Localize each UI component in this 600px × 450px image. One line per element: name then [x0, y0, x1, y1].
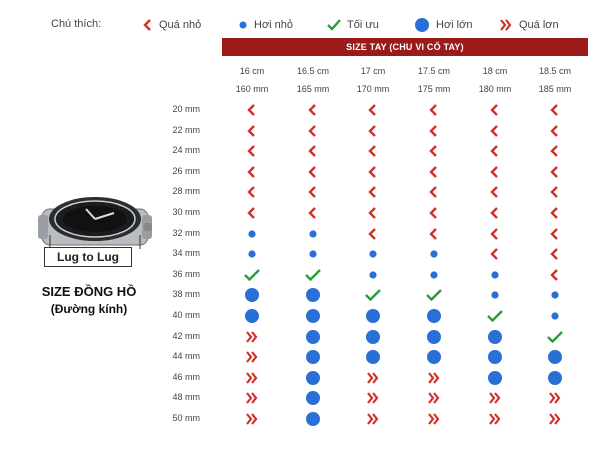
large-dot-icon [361, 308, 385, 324]
column-mm: 185 mm [538, 84, 572, 94]
double-chevron-right-icon [543, 411, 567, 427]
row-label: 26 mm [172, 165, 200, 176]
row-label: 30 mm [172, 207, 200, 217]
chevron-left-icon [361, 184, 385, 200]
legend-too-large [499, 14, 559, 36]
row-label: 34 mm [172, 248, 200, 259]
column-cm: 18.5 cm [538, 66, 571, 76]
chevron-left-icon [422, 102, 446, 118]
chevron-left-icon [543, 164, 567, 180]
chevron-left-icon [483, 246, 507, 262]
large-dot-icon [301, 370, 325, 386]
large-dot-icon [361, 329, 385, 345]
large-dot-icon [543, 349, 567, 365]
column-mm: 160 mm [235, 84, 269, 94]
checkmark-icon [361, 287, 385, 303]
chevron-left-icon [301, 205, 325, 221]
checkmark-icon [240, 267, 264, 283]
chevron-left-icon [422, 184, 446, 200]
large-dot-icon [483, 370, 507, 386]
small-dot-icon [543, 287, 567, 303]
row-label: 44 mm [172, 351, 200, 362]
small-dot-icon [361, 246, 385, 262]
double-chevron-right-icon [422, 411, 446, 427]
legend-too-large-label: Quá lơn [519, 19, 559, 31]
legend-optimal-label: Tối ưu [347, 19, 379, 31]
large-dot-icon [414, 17, 430, 33]
large-dot-icon [301, 329, 325, 345]
chevron-left-icon [361, 102, 385, 118]
double-chevron-right-icon [483, 411, 507, 427]
large-dot-icon [483, 349, 507, 365]
double-chevron-right-icon [422, 370, 446, 386]
chevron-left-icon [301, 102, 325, 118]
small-dot-icon [483, 287, 507, 303]
checkmark-icon [327, 19, 341, 31]
row-label: 38 mm [172, 289, 200, 300]
chevron-left-icon [301, 143, 325, 159]
large-dot-icon [301, 287, 325, 303]
legend-slightly-small-label: Hơi nhỏ [254, 19, 294, 31]
legend-slightly-large-label: Hơi lớn [436, 19, 473, 31]
double-chevron-right-icon [483, 390, 507, 406]
small-dot-icon [361, 267, 385, 283]
row-label: 48 mm [172, 392, 200, 403]
small-dot-icon [483, 267, 507, 283]
row-label: 28 mm [172, 186, 200, 197]
large-dot-icon [301, 390, 325, 406]
chevron-left-icon [483, 102, 507, 118]
small-dot-icon [240, 226, 264, 242]
legend-slightly-small [238, 14, 293, 36]
chevron-left-icon [422, 205, 446, 221]
watch-size-title: SIZE ĐỒNG HỒ [41, 284, 137, 299]
large-dot-icon [301, 349, 325, 365]
large-dot-icon [422, 349, 446, 365]
chevron-left-icon [543, 184, 567, 200]
chevron-left-icon [240, 184, 264, 200]
column-cm: 16.5 cm [296, 66, 329, 76]
row-label: 22 mm [172, 124, 200, 135]
chevron-left-icon [543, 246, 567, 262]
chevron-left-icon [422, 143, 446, 159]
small-dot-icon [301, 226, 325, 242]
chevron-left-icon [361, 164, 385, 180]
chevron-left-icon [143, 19, 153, 31]
chevron-left-icon [361, 205, 385, 221]
small-dot-icon [238, 19, 248, 31]
legend-too-small [143, 14, 201, 36]
chevron-left-icon [483, 205, 507, 221]
chevron-left-icon [543, 226, 567, 242]
checkmark-icon [543, 329, 567, 345]
chevron-left-icon [543, 143, 567, 159]
chevron-left-icon [483, 226, 507, 242]
large-dot-icon [543, 370, 567, 386]
double-chevron-right-icon [240, 329, 264, 345]
large-dot-icon [301, 308, 325, 324]
large-dot-icon [361, 349, 385, 365]
chevron-left-icon [422, 226, 446, 242]
row-label: 40 mm [172, 310, 200, 320]
double-chevron-right-icon [361, 370, 385, 386]
checkmark-icon [301, 267, 325, 283]
large-dot-icon [240, 308, 264, 324]
row-label: 42 mm [172, 330, 200, 341]
double-chevron-right-icon [361, 411, 385, 427]
small-dot-icon [422, 246, 446, 262]
double-chevron-right-icon [240, 349, 264, 365]
row-label: 36 mm [172, 268, 200, 279]
double-chevron-right-icon [422, 390, 446, 406]
chevron-left-icon [240, 123, 264, 139]
column-cm: 16 cm [239, 66, 265, 76]
small-dot-icon [240, 246, 264, 262]
chevron-left-icon [543, 102, 567, 118]
column-cm: 17.5 cm [417, 66, 450, 76]
double-chevron-right-icon [240, 390, 264, 406]
chevron-left-icon [301, 123, 325, 139]
small-dot-icon [301, 246, 325, 262]
row-label: 24 mm [172, 145, 200, 156]
chevron-left-icon [483, 143, 507, 159]
chevron-left-icon [361, 123, 385, 139]
small-dot-icon [422, 267, 446, 283]
legend-title: Chú thích: [51, 18, 102, 30]
checkmark-icon [483, 308, 507, 324]
chevron-left-icon [301, 164, 325, 180]
wrist-size-header: SIZE TAY (CHU VI CỔ TAY) [222, 38, 588, 56]
column-mm: 175 mm [417, 84, 451, 94]
chevron-left-icon [543, 267, 567, 283]
checkmark-icon [422, 287, 446, 303]
chevron-left-icon [543, 123, 567, 139]
large-dot-icon [240, 287, 264, 303]
chevron-left-icon [240, 164, 264, 180]
chevron-left-icon [240, 143, 264, 159]
column-mm: 165 mm [296, 84, 330, 94]
chevron-left-icon [361, 226, 385, 242]
chevron-left-icon [240, 205, 264, 221]
chevron-left-icon [361, 143, 385, 159]
chevron-left-icon [240, 102, 264, 118]
column-mm: 180 mm [478, 84, 512, 94]
watch-size-subtitle: (Đường kính) [50, 302, 128, 316]
large-dot-icon [422, 329, 446, 345]
legend-optimal [327, 14, 379, 36]
row-label: 50 mm [172, 413, 200, 423]
chevron-left-icon [483, 164, 507, 180]
legend-slightly-large [414, 14, 472, 36]
column-cm: 17 cm [360, 66, 386, 76]
chevron-left-icon [483, 184, 507, 200]
chevron-left-icon [422, 123, 446, 139]
legend-too-small-label: Quá nhỏ [159, 19, 202, 31]
row-label: 32 mm [172, 227, 200, 238]
large-dot-icon [422, 308, 446, 324]
small-dot-icon [543, 308, 567, 324]
large-dot-icon [483, 329, 507, 345]
double-chevron-right-icon [499, 19, 513, 31]
double-chevron-right-icon [361, 390, 385, 406]
column-cm: 18 cm [482, 66, 508, 76]
chevron-left-icon [422, 164, 446, 180]
large-dot-icon [301, 411, 325, 427]
row-label: 20 mm [172, 104, 200, 114]
chevron-left-icon [483, 123, 507, 139]
chevron-left-icon [543, 205, 567, 221]
legend [0, 14, 600, 36]
double-chevron-right-icon [240, 411, 264, 427]
double-chevron-right-icon [543, 390, 567, 406]
row-label: 46 mm [172, 371, 200, 382]
column-mm: 170 mm [356, 84, 390, 94]
chevron-left-icon [301, 184, 325, 200]
double-chevron-right-icon [240, 370, 264, 386]
lug-to-lug-label: Lug to Lug [44, 247, 132, 267]
